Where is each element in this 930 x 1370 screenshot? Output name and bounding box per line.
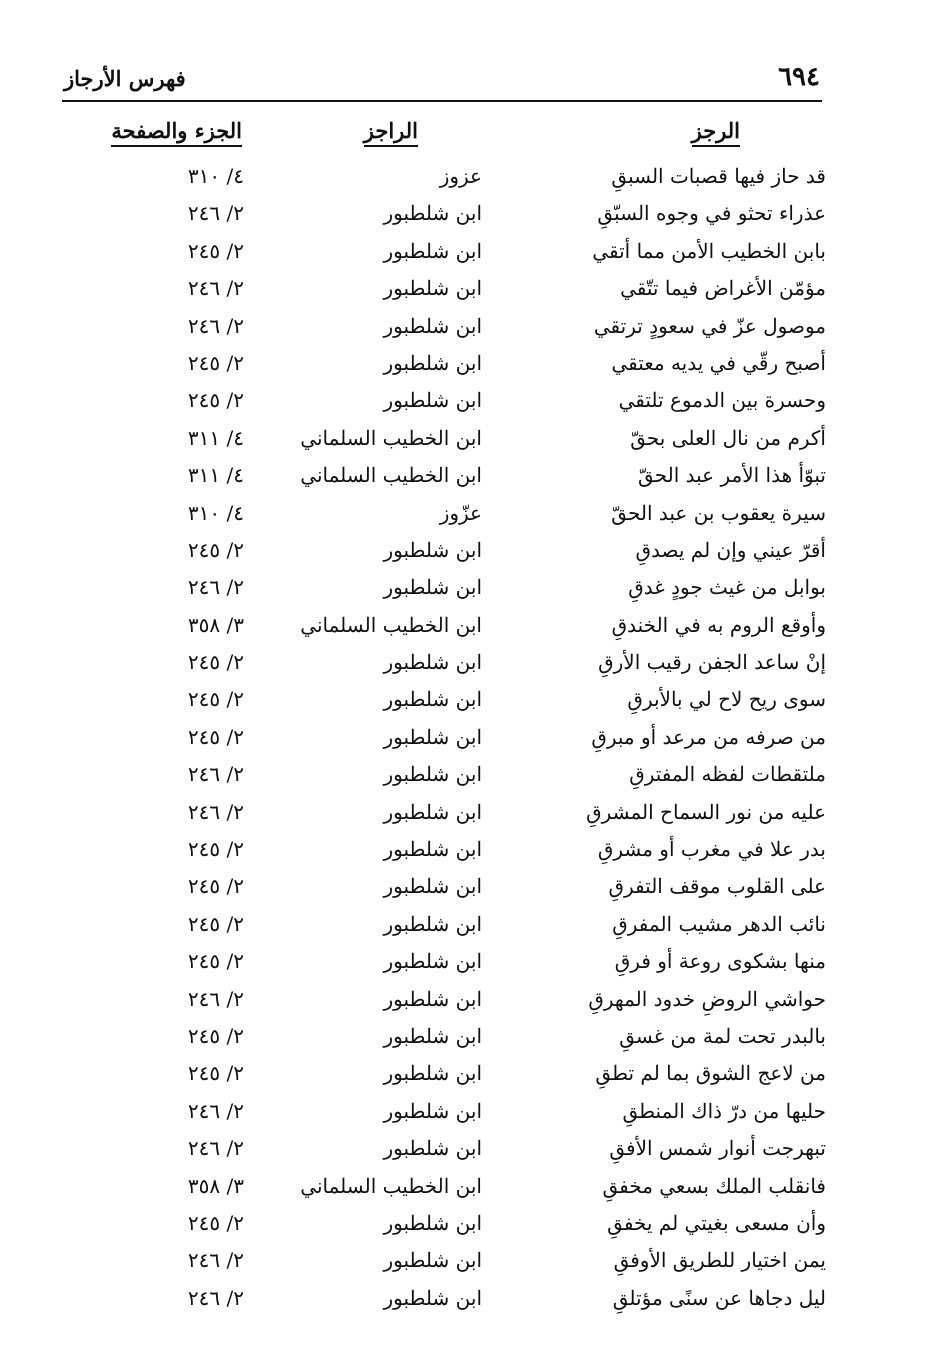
table-row: [0, 1132, 930, 1169]
volume-page-cell: ٢/ ٢٤٦: [187, 762, 244, 787]
volume-page-cell: ٣/ ٣٥٨: [187, 612, 244, 637]
poet-cell: ابن شلطبور: [383, 837, 482, 862]
verse-cell: على القلوب موقف التفرقِ: [608, 874, 826, 899]
table-row: [0, 796, 930, 833]
table-row: [0, 235, 930, 272]
page-header: [62, 60, 822, 102]
table-row: [0, 310, 930, 347]
table-row: [0, 571, 930, 608]
table-row: [0, 945, 930, 982]
table-row: [0, 197, 930, 234]
table-row: [0, 833, 930, 870]
verse-cell: نائب الدهر مشيب المفرقِ: [612, 911, 826, 936]
poet-cell: ابن الخطيب السلماني: [300, 425, 482, 450]
page-number: ٦٩٤: [778, 62, 820, 92]
table-row: [0, 1282, 930, 1319]
volume-page-cell: ٢/ ٢٤٦: [187, 1285, 244, 1310]
verse-cell: وحسرة بين الدموع تلتقي: [618, 388, 826, 413]
verse-cell: فانقلب الملك بسعي مخفقِ: [602, 1173, 826, 1198]
poet-cell: ابن شلطبور: [383, 799, 482, 824]
poet-cell: ابن شلطبور: [383, 276, 482, 301]
volume-page-cell: ٢/ ٢٤٥: [187, 1061, 244, 1086]
poet-cell: ابن شلطبور: [383, 1285, 482, 1310]
verse-cell: حواشي الروضِ خدود المهرقِ: [588, 986, 826, 1011]
table-row: [0, 1057, 930, 1094]
poet-cell: ابن شلطبور: [383, 388, 482, 413]
verse-cell: قد حاز فيها قصبات السبقِ: [611, 164, 826, 188]
poet-cell: ابن شلطبور: [383, 724, 482, 749]
volume-page-cell: ٢/ ٢٤٦: [187, 313, 244, 338]
column-header-verse: الرجز: [692, 118, 740, 147]
verse-cell: يمن اختيار للطريق الأوفقِ: [613, 1248, 826, 1273]
poet-cell: عزوز: [439, 164, 482, 188]
poet-cell: ابن شلطبور: [383, 687, 482, 712]
verse-cell: موصول عزّ في سعودٍ ترتقي: [593, 313, 826, 338]
poet-cell: ابن شلطبور: [383, 1210, 482, 1235]
verse-cell: تبوّأ هذا الأمر عبد الحقّ: [638, 463, 826, 488]
poet-cell: ابن شلطبور: [383, 313, 482, 338]
poet-cell: ابن شلطبور: [383, 762, 482, 787]
index-table: [0, 160, 930, 1319]
volume-page-cell: ٤/ ٣١١: [187, 425, 244, 450]
table-row: [0, 870, 930, 907]
verse-cell: مؤمّن الأغراض فيما تتّقي: [620, 276, 826, 301]
volume-page-cell: ٢/ ٢٤٦: [187, 799, 244, 824]
verse-cell: بابن الخطيب الأمن مما أتقي: [592, 238, 826, 263]
verse-cell: بوابل من غيث جودٍ غدقِ: [628, 575, 826, 600]
verse-cell: أصبح رقّي في يديه معتقي: [611, 350, 826, 375]
verse-cell: سيرة يعقوب بن عبد الحقّ: [611, 500, 826, 525]
table-row: [0, 272, 930, 309]
volume-page-cell: ٢/ ٢٤٦: [187, 1248, 244, 1273]
verse-cell: تبهرجت أنوار شمس الأفقِ: [609, 1136, 826, 1161]
table-row: [0, 721, 930, 758]
volume-page-cell: ٢/ ٢٤٦: [187, 1098, 244, 1123]
poet-cell: ابن الخطيب السلماني: [300, 612, 482, 637]
table-row: [0, 758, 930, 795]
poet-cell: ابن شلطبور: [383, 1098, 482, 1123]
volume-page-cell: ٢/ ٢٤٦: [187, 1136, 244, 1161]
poet-cell: ابن شلطبور: [383, 650, 482, 675]
poet-cell: ابن شلطبور: [383, 1061, 482, 1086]
poet-cell: ابن شلطبور: [383, 350, 482, 375]
volume-page-cell: ٢/ ٢٤٥: [187, 874, 244, 899]
volume-page-cell: ٢/ ٢٤٥: [187, 1023, 244, 1048]
poet-cell: ابن شلطبور: [383, 201, 482, 226]
volume-page-cell: ٤/ ٣١٠: [187, 164, 244, 188]
volume-page-cell: ٢/ ٢٤٥: [187, 911, 244, 936]
table-row: [0, 1095, 930, 1132]
table-row: [0, 908, 930, 945]
poet-cell: ابن شلطبور: [383, 537, 482, 562]
table-row: [0, 384, 930, 421]
verse-cell: من صرفه من مرعد أو مبرقِ: [591, 724, 826, 749]
volume-page-cell: ٢/ ٢٤٥: [187, 724, 244, 749]
volume-page-cell: ٢/ ٢٤٥: [187, 388, 244, 413]
volume-page-cell: ٢/ ٢٤٥: [187, 687, 244, 712]
verse-cell: بالبدر تحت لمة من غسقِ: [619, 1023, 826, 1048]
volume-page-cell: ٢/ ٢٤٦: [187, 986, 244, 1011]
table-row: [0, 422, 930, 459]
table-row: [0, 459, 930, 496]
verse-cell: ليل دجاها عن سنًى مؤتلقِ: [612, 1285, 826, 1310]
table-row: [0, 497, 930, 534]
poet-cell: ابن الخطيب السلماني: [300, 1173, 482, 1198]
verse-cell: أكرم من نال العلى بحقّ: [630, 425, 826, 450]
poet-cell: ابن شلطبور: [383, 874, 482, 899]
poet-cell: ابن شلطبور: [383, 1023, 482, 1048]
verse-cell: منها بشكوى روعة أو فرقِ: [614, 949, 826, 974]
volume-page-cell: ٤/ ٣١١: [187, 463, 244, 488]
volume-page-cell: ٢/ ٢٤٦: [187, 276, 244, 301]
table-row: [0, 534, 930, 571]
volume-page-cell: ٢/ ٢٤٥: [187, 650, 244, 675]
poet-cell: ابن شلطبور: [383, 1248, 482, 1273]
verse-cell: من لاعج الشوق بما لم تطقِ: [595, 1061, 826, 1086]
volume-page-cell: ٢/ ٢٤٦: [187, 575, 244, 600]
verse-cell: إنْ ساعد الجفن رقيب الأرقِ: [598, 650, 826, 675]
volume-page-cell: ٢/ ٢٤٥: [187, 949, 244, 974]
volume-page-cell: ٢/ ٢٤٦: [187, 201, 244, 226]
verse-cell: ملتقطات لفظه المفترقِ: [629, 762, 826, 787]
poet-cell: ابن شلطبور: [383, 575, 482, 600]
table-row: [0, 646, 930, 683]
table-row: [0, 1020, 930, 1057]
poet-cell: ابن الخطيب السلماني: [300, 463, 482, 488]
poet-cell: ابن شلطبور: [383, 986, 482, 1011]
table-row: [0, 347, 930, 384]
volume-page-cell: ٣/ ٣٥٨: [187, 1173, 244, 1198]
poet-cell: ابن شلطبور: [383, 949, 482, 974]
verse-cell: بدر علا في مغرب أو مشرقِ: [597, 837, 826, 862]
verse-cell: أقرّ عيني وإن لم يصدقِ: [635, 537, 826, 562]
table-row: [0, 1244, 930, 1281]
verse-cell: عذراء تحثو في وجوه السبّقِ: [597, 201, 826, 226]
table-row: [0, 983, 930, 1020]
poet-cell: ابن شلطبور: [383, 911, 482, 936]
table-row: [0, 1207, 930, 1244]
table-row: [0, 683, 930, 720]
volume-page-cell: ٢/ ٢٤٥: [187, 537, 244, 562]
table-row: [0, 1170, 930, 1207]
volume-page-cell: ٢/ ٢٤٥: [187, 350, 244, 375]
verse-cell: عليه من نور السماح المشرقِ: [586, 799, 826, 824]
volume-page-cell: ٤/ ٣١٠: [187, 500, 244, 525]
column-header-poet: الراجز: [364, 118, 418, 147]
poet-cell: ابن شلطبور: [383, 238, 482, 263]
verse-cell: وأوقع الروم به في الخندقِ: [611, 612, 826, 637]
column-header-volume-page: الجزء والصفحة: [111, 118, 242, 147]
running-title: فهرس الأرجاز: [64, 66, 186, 91]
table-row: [0, 609, 930, 646]
poet-cell: ابن شلطبور: [383, 1136, 482, 1161]
table-row: [0, 160, 930, 197]
verse-cell: سوى ريح لاح لي بالأبرقِ: [627, 687, 826, 712]
poet-cell: عزّوز: [439, 500, 482, 525]
volume-page-cell: ٢/ ٢٤٥: [187, 238, 244, 263]
volume-page-cell: ٢/ ٢٤٥: [187, 837, 244, 862]
verse-cell: حليها من درّ ذاك المنطقِ: [622, 1098, 826, 1123]
verse-cell: وأن مسعى بغيتي لم يخفقِ: [607, 1210, 826, 1235]
volume-page-cell: ٢/ ٢٤٥: [187, 1210, 244, 1235]
